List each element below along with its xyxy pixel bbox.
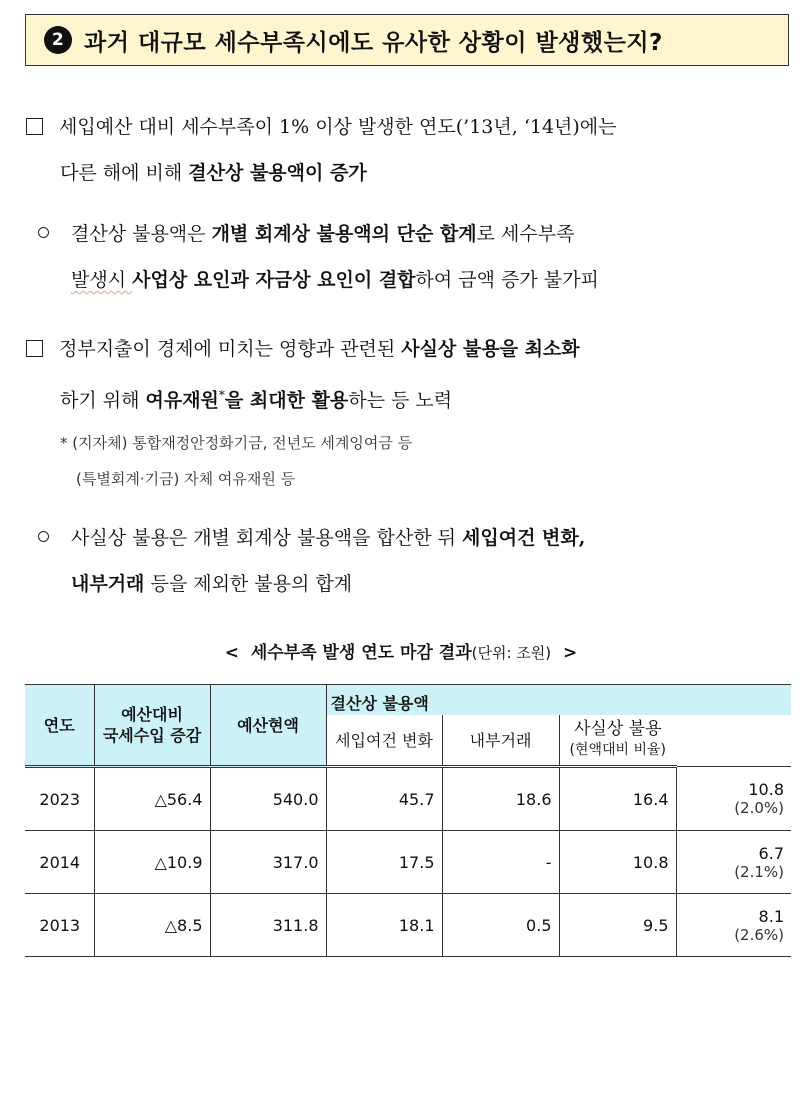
square-bullet-icon xyxy=(26,340,43,357)
cell-budget: 311.8 xyxy=(210,894,326,957)
cell-year: 2023 xyxy=(25,767,94,831)
header-internal: 내부거래 xyxy=(442,715,559,767)
paragraph-1-line-1: 세입예산 대비 세수부족이 1% 이상 발생한 연도(’13년, ‘14년)에는 xyxy=(26,104,796,150)
footnote-line-1: * (지자체) 통합재정안정화기금, 전년도 세계잉여금 등 xyxy=(60,434,413,452)
paragraph-4 xyxy=(38,515,794,607)
paragraph-3-line-1: 정부지출이 경제에 미치는 영향과 관련된 사실상 불용을 최소화 xyxy=(26,326,796,372)
results-table xyxy=(25,684,791,957)
cell-unused: 45.7 xyxy=(326,767,442,831)
table-row xyxy=(25,894,791,957)
cell-diff: △10.9 xyxy=(94,831,210,894)
cell-budget: 317.0 xyxy=(210,831,326,894)
paragraph-1 xyxy=(26,104,796,196)
cell-revenue: 0.5 xyxy=(442,894,559,957)
cell-diff: △8.5 xyxy=(94,894,210,957)
cell-year: 2013 xyxy=(25,894,94,957)
section-title: 과거 대규모 세수부족시에도 유사한 상황이 발생했는지? xyxy=(84,29,663,56)
table-caption: < 세수부족 발생 연도 마감 결과(단위: 조원) > xyxy=(224,643,578,663)
paragraph-3-line-2: 하기 위해 여유재원*을 최대한 활용하는 등 노력 xyxy=(60,388,453,412)
footnote-line-2: (특별회계·기금) 자체 여유재원 등 xyxy=(76,470,296,488)
cell-unused: 17.5 xyxy=(326,831,442,894)
cell-diff: △56.4 xyxy=(94,767,210,831)
cell-internal: 16.4 xyxy=(559,767,676,831)
cell-actual: 10.8 (2.0%) xyxy=(676,767,791,831)
header-actual: 사실상 불용 (현액대비 비율) xyxy=(559,715,676,767)
paragraph-2 xyxy=(38,211,794,303)
paragraph-3 xyxy=(26,326,796,423)
square-bullet-icon xyxy=(26,118,43,135)
header-year: 연도 xyxy=(25,685,94,767)
header-revenue-change: 세입여건 변화 xyxy=(326,715,442,767)
section-number-badge: 2 xyxy=(44,26,72,54)
paragraph-1-line-2: 다른 해에 비해 결산상 불용액이 증가 xyxy=(60,162,367,184)
cell-budget: 540.0 xyxy=(210,767,326,831)
paragraph-2-line-1: 결산상 불용액은 개별 회계상 불용액의 단순 합계로 세수부족 xyxy=(38,211,794,257)
section-title-box xyxy=(25,14,789,66)
cell-unused: 18.1 xyxy=(326,894,442,957)
header-budget: 예산현액 xyxy=(210,685,326,767)
footnote xyxy=(60,425,412,497)
cell-revenue: - xyxy=(442,831,559,894)
cell-internal: 10.8 xyxy=(559,831,676,894)
circle-bullet-icon xyxy=(38,227,49,238)
header-unused: 결산상 불용액 xyxy=(326,685,791,716)
header-budget-diff: 예산대비 국세수입 증감 xyxy=(94,685,210,767)
paragraph-4-line-1: 사실상 불용은 개별 회계상 불용액을 합산한 뒤 세입여건 변화, xyxy=(38,515,794,561)
paragraph-2-line-2: 발생시 사업상 요인과 자금상 요인이 결합하여 금액 증가 불가피 xyxy=(71,269,599,291)
cell-revenue: 18.6 xyxy=(442,767,559,831)
cell-actual: 6.7 (2.1%) xyxy=(676,831,791,894)
table-row xyxy=(25,767,791,831)
paragraph-4-line-2: 내부거래 등을 제외한 불용의 합계 xyxy=(71,573,353,595)
cell-year: 2014 xyxy=(25,831,94,894)
circle-bullet-icon xyxy=(38,531,49,542)
table-row xyxy=(25,831,791,894)
cell-actual: 8.1 (2.6%) xyxy=(676,894,791,957)
cell-internal: 9.5 xyxy=(559,894,676,957)
